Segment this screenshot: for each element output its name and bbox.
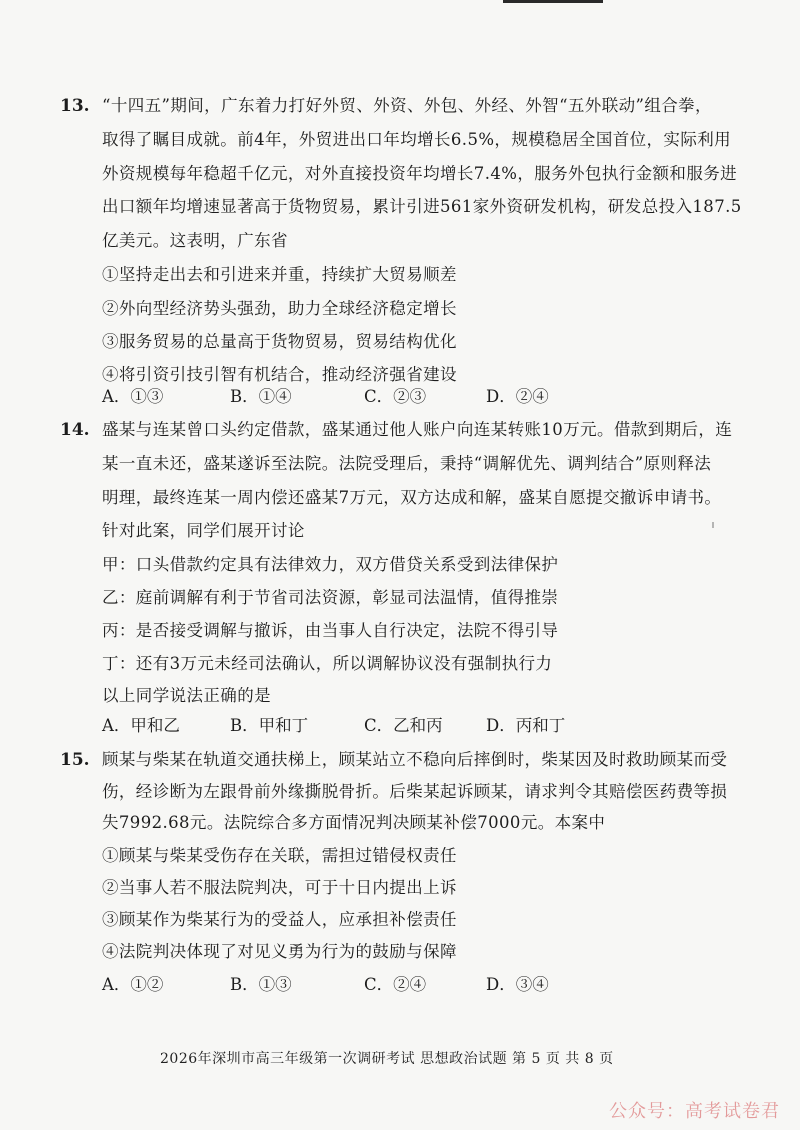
choice-statement: ①顾某与柴某受伤存在关联，需担过错侵权责任: [102, 846, 457, 865]
option-c[interactable]: C．乙和丙: [364, 716, 443, 735]
question-text-line: 某一直未还，盛某遂诉至法院。法院受理后，秉持“调解优先、调判结合”原则释法: [102, 454, 712, 473]
discussion-statement: 丙：是否接受调解与撤诉，由当事人自行决定，法院不得引导: [102, 621, 559, 640]
option-a[interactable]: A．甲和乙: [102, 716, 180, 735]
choice-statement: ②外向型经济势头强劲，助力全球经济稳定增长: [102, 299, 457, 318]
watermark: 公众号：高考试卷君: [609, 1101, 780, 1122]
options-row: [102, 975, 702, 1001]
question-text-line: 明理，最终连某一周内偿还盛某7万元，双方达成和解，盛某自愿提交撤诉申请书。: [102, 488, 722, 507]
question-text-line: 亿美元。这表明，广东省: [102, 231, 288, 250]
choice-statement: ③服务贸易的总量高于货物贸易，贸易结构优化: [102, 332, 457, 351]
question-text-line: 失7992.68元。法院综合多方面情况判决顾某补偿7000元。本案中: [102, 813, 606, 832]
option-a[interactable]: A．①②: [102, 975, 164, 994]
option-d[interactable]: D．丙和丁: [486, 716, 566, 735]
scan-speck: [712, 522, 714, 528]
choice-statement: ①坚持走出去和引进来并重，持续扩大贸易顺差: [102, 265, 457, 284]
option-b[interactable]: B．甲和丁: [230, 716, 309, 735]
top-edge-mark: [503, 0, 603, 3]
question-text-line: 针对此案，同学们展开讨论: [102, 521, 305, 540]
question-text-line: 外资规模每年稳超千亿元，对外直接投资年均增长7.4%，服务外包执行金额和服务进: [102, 164, 738, 183]
options-row: [102, 387, 702, 413]
question-text-line: 取得了瞩目成就。前4年，外贸进出口年均增长6.5%，规模稳居全国首位，实际利用: [102, 130, 732, 149]
discussion-statement: 甲：口头借款约定具有法律效力，双方借贷关系受到法律保护: [102, 555, 559, 574]
options-row: [102, 716, 702, 742]
option-a[interactable]: A．①③: [102, 387, 164, 406]
question-number: 15.: [60, 750, 90, 770]
option-d[interactable]: D．③④: [486, 975, 549, 994]
question-number: 14.: [60, 420, 90, 440]
page-footer: 2026年深圳市高三年级第一次调研考试 思想政治试题 第 5 页 共 8 页: [160, 1051, 614, 1067]
choice-statement: ②当事人若不服法院判决，可于十日内提出上诉: [102, 878, 457, 897]
option-b[interactable]: B．①③: [230, 975, 292, 994]
option-c[interactable]: C．②④: [364, 975, 427, 994]
choice-statement: ④将引资引技引智有机结合，推动经济强省建设: [102, 365, 457, 384]
question-prompt: 以上同学说法正确的是: [102, 686, 271, 705]
question-text-line: 顾某与柴某在轨道交通扶梯上，顾某站立不稳向后摔倒时，柴某因及时救助顾某而受: [102, 750, 728, 769]
choice-statement: ④法院判决体现了对见义勇为行为的鼓励与保障: [102, 942, 457, 961]
question-text-line: 伤，经诊断为左跟骨前外缘撕脱骨折。后柴某起诉顾某，请求判令其赔偿医药费等损: [102, 782, 728, 801]
choice-statement: ③顾某作为柴某行为的受益人，应承担补偿责任: [102, 910, 457, 929]
option-d[interactable]: D．②④: [486, 387, 549, 406]
option-c[interactable]: C．②③: [364, 387, 427, 406]
discussion-statement: 丁：还有3万元未经司法确认，所以调解协议没有强制执行力: [102, 654, 553, 673]
question-text-line: 出口额年均增速显著高于货物贸易，累计引进561家外资研发机构，研发总投入187.5: [102, 197, 742, 216]
question-text-line: 盛某与连某曾口头约定借款，盛某通过他人账户向连某转账10万元。借款到期后，连: [102, 420, 733, 439]
question-text-line: “十四五”期间，广东着力打好外贸、外资、外包、外经、外智“五外联动”组合拳，: [102, 96, 712, 115]
question-number: 13.: [60, 96, 90, 116]
option-b[interactable]: B．①④: [230, 387, 292, 406]
discussion-statement: 乙：庭前调解有利于节省司法资源，彰显司法温情，值得推崇: [102, 588, 559, 607]
